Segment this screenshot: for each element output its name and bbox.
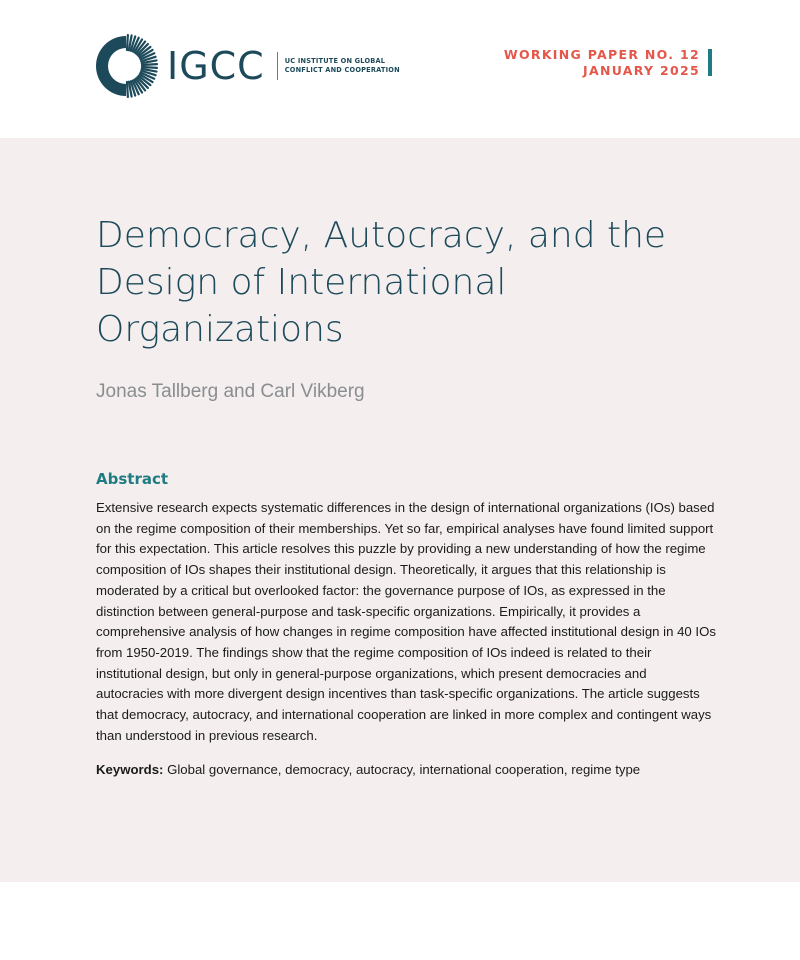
logo-ray xyxy=(142,67,157,68)
accent-bar xyxy=(708,49,712,76)
keywords xyxy=(96,760,716,780)
logo-ray xyxy=(127,35,128,50)
page-header xyxy=(0,0,800,138)
logo-subtitle-line1: UC INSTITUTE ON GLOBAL xyxy=(284,57,386,66)
logo-ray xyxy=(142,64,157,65)
paper-authors: Jonas Tallberg and Carl Vikberg xyxy=(96,381,365,402)
title-line-3: Organizations xyxy=(96,309,344,350)
logo-wordmark: IGCC xyxy=(167,44,265,88)
abstract-text: Extensive research expects systematic differences in the design of international organizations (IOs) based on the regime composition of their memberships. Yet so far, empirical analyses have found limited support for this expectation. This article resolves this puzzle by providing a new understanding of how the regime composition of IOs shapes their institutional design. Theoretically, it argues that this relationship is moderated by a critical but overlooked factor: the governance purpose of IOs, as expressed in the distinction between general-purpose and task-specific organizations. Empirically, it provides a comprehensive analysis of how changes in regime composition have affected institutional design in 40 IOs from 1950-2019. The findings show that the regime composition of IOs indeed is related to their institutional design, but only in general-purpose organizations, which present democracies and autocracies with more divergent design incentives than task-specific organizations. The article suggests that democracy, autocracy, and international cooperation are linked in more complex and contingent ways than understood in previous research. xyxy=(96,500,716,743)
working-paper-number: WORKING PAPER NO. 12 xyxy=(503,47,700,62)
keywords-label: Keywords: xyxy=(96,762,164,777)
title-line-2: Design of International xyxy=(96,262,507,303)
working-paper-info xyxy=(504,47,700,79)
igcc-sunburst-logo-icon xyxy=(94,34,158,98)
paper-title xyxy=(96,212,696,353)
logo-divider xyxy=(277,52,278,80)
keywords-text: Global governance, democracy, autocracy, international cooperation, regime type xyxy=(163,762,641,777)
abstract-heading: Abstract xyxy=(96,470,169,488)
logo-subtitle-line2: CONFLICT AND COOPERATION xyxy=(284,66,400,74)
logo-ray xyxy=(127,82,128,97)
title-line-1: Democracy, Autocracy, and the xyxy=(96,215,667,256)
working-paper-date: JANUARY 2025 xyxy=(583,63,700,78)
logo-subtitle xyxy=(285,57,400,75)
logo-arc-shape xyxy=(96,36,126,96)
igcc-logo xyxy=(94,33,400,99)
